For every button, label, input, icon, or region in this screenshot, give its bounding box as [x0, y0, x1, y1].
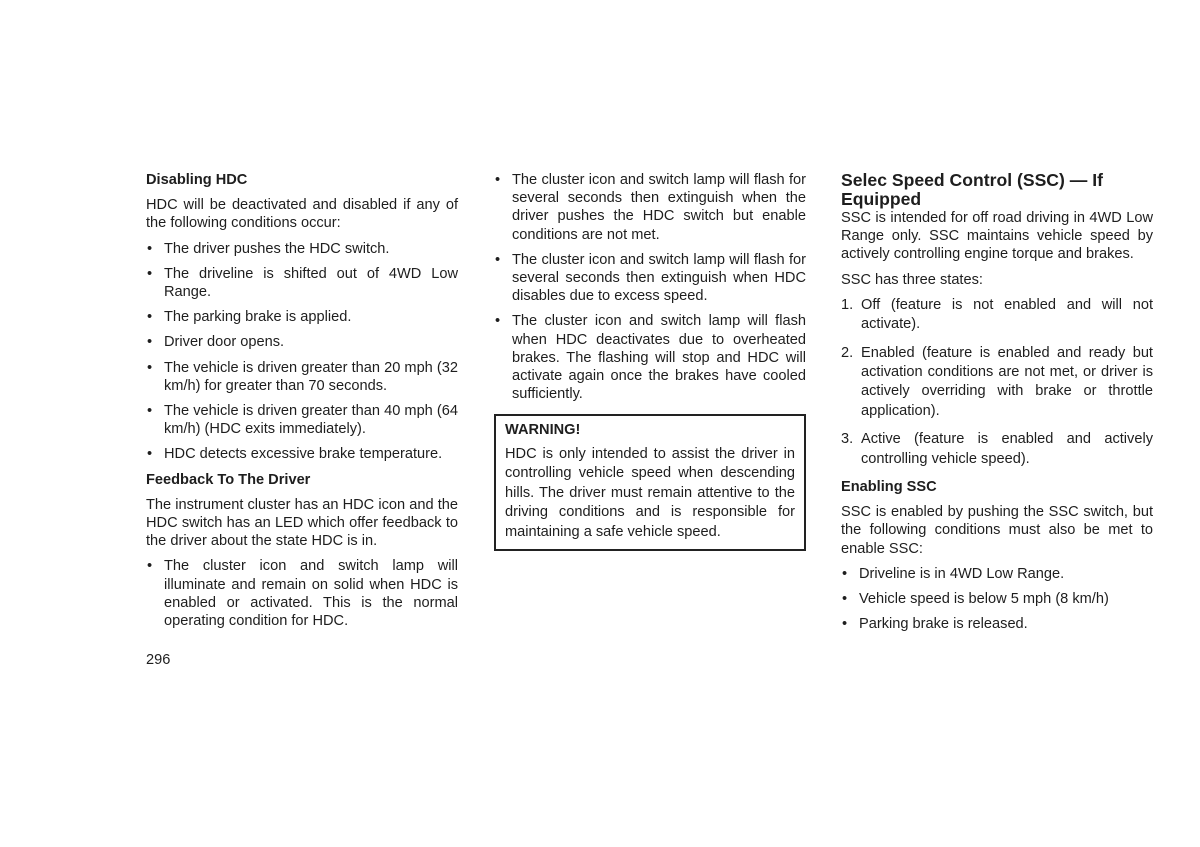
list-item: • Driver door opens. [146, 333, 458, 351]
disabling-hdc-heading: Disabling HDC [146, 172, 248, 188]
enabling-ssc-heading: Enabling SSC [841, 479, 937, 496]
feedback-intro: The instrument cluster has an HDC icon and the HDC switch has an LED which offer feedback to the driver about the state HDC is in. [146, 496, 458, 550]
list-item: • The vehicle is driven greater than 40 mph (64 km/h) (HDC exits immediately). [146, 402, 458, 438]
list-item: • The driver pushes the HDC switch. [146, 240, 458, 258]
warning-title: WARNING! [505, 422, 581, 439]
list-item: • The cluster icon and switch lamp will flash for several seconds then extinguish when HDC disables due to excess speed. [494, 251, 806, 306]
list-item-text: Off (feature is not enabled and will not activate). [861, 296, 1153, 333]
list-item-text: Active (feature is enabled and actively controlling vehicle speed). [861, 431, 1153, 467]
page-number: 296 [146, 652, 171, 668]
right-column [841, 171, 1153, 640]
list-number: 1. [841, 296, 854, 313]
warning-box [494, 414, 806, 550]
ssc-intro: SSC is intended for off road driving in 4WD Low Range only. SSC maintains vehicle speed by actively controlling engine torque and brakes. [841, 210, 1153, 263]
list-item: • The vehicle is driven greater than 20 mph (32 km/h) for greater than 70 seconds. [146, 359, 458, 395]
list-item [841, 344, 1153, 422]
enabling-ssc-intro: SSC is enabled by pushing the SSC switch, but the following conditions must also be met to enable SSC: [841, 504, 1153, 557]
list-item: • The cluster icon and switch lamp will flash when HDC deactivates due to overheated brakes. The flashing will stop and HDC will activate again once the brakes have cooled sufficiently. [494, 312, 806, 403]
list-item: • Driveline is in 4WD Low Range. [841, 565, 1153, 583]
disabling-hdc-intro: HDC will be deactivated and disabled if any of the following conditions occur: [146, 197, 458, 232]
list-item [841, 296, 1153, 335]
list-item-text: Enabled (feature is enabled and ready but activation conditions are not met, or driver is actively overriding with brake or throttle application). [861, 344, 1153, 419]
left-column [146, 171, 458, 637]
section-title: Selec Speed Control (SSC) — If Equipped [841, 170, 1103, 209]
list-item: • HDC detects excessive brake temperature. [146, 445, 458, 463]
states-list [841, 296, 1153, 469]
feedback-list-left [146, 557, 458, 630]
warning-text: HDC is only intended to assist the driver in controlling vehicle speed when descending hills. The driver must remain attentive to the driving conditions and is responsible for maintaining a safe vehicle speed. [505, 445, 795, 541]
disabling-conditions-list [146, 240, 458, 464]
list-item: • The driveline is shifted out of 4WD Low Range. [146, 265, 458, 301]
feedback-list-middle [494, 171, 806, 403]
feedback-heading: Feedback To The Driver [146, 471, 311, 488]
middle-column [494, 171, 806, 551]
list-item: • Vehicle speed is below 5 mph (8 km/h) [841, 590, 1153, 608]
list-number: 3. [841, 431, 854, 448]
list-item: • The parking brake is applied. [146, 308, 458, 326]
list-item: • The cluster icon and switch lamp will flash for several seconds then extinguish when the driver pushes the HDC switch but enable conditions are not met. [494, 171, 806, 244]
list-item: • The cluster icon and switch lamp will illuminate and remain on solid when HDC is enabled or activated. This is the normal operating condition for HDC. [146, 557, 458, 630]
list-item [841, 430, 1153, 469]
enabling-conditions-list [841, 565, 1153, 634]
states-intro: SSC has three states: [841, 271, 983, 288]
list-number: 2. [841, 344, 854, 361]
list-item: • Parking brake is released. [841, 615, 1153, 633]
